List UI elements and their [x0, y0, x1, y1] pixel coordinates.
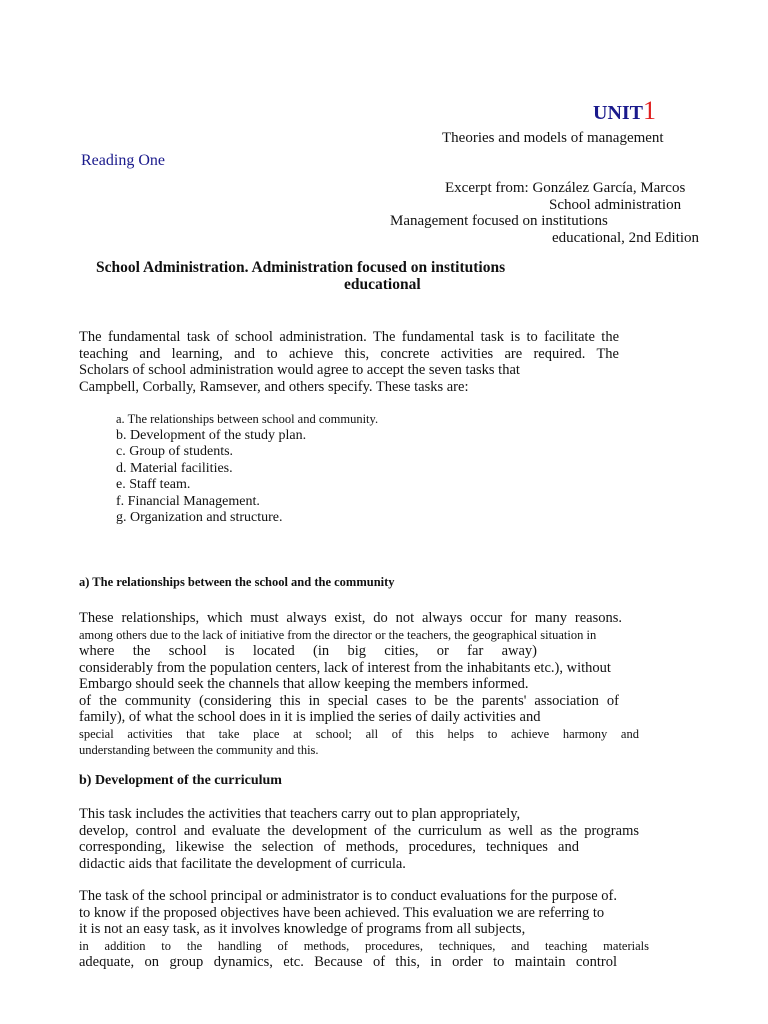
task-list: [116, 411, 378, 527]
text-line: family), of what the school does in it is implied the series of daily activities and: [79, 709, 541, 725]
text-line: among others due to the lack of initiative from the director or the teachers, the geographical situation in: [79, 627, 597, 642]
text-line: of the community (considering this in special cases to be the parents' association of: [79, 692, 619, 709]
list-item: d. Material facilities.: [116, 460, 233, 476]
unit-heading: [593, 96, 656, 126]
text-line: This task includes the activities that teachers carry out to plan appropriately,: [79, 806, 521, 822]
list-item: a. The relationships between school and community.: [116, 412, 379, 426]
text-line: considerably from the population centers, lack of interest from the inhabitants etc.), without: [79, 659, 611, 676]
text-line: The fundamental task of school administration. The fundamental task is to facilitate the: [79, 329, 619, 345]
text-line: Scholars of school administration would agree to accept the seven tasks that: [79, 362, 520, 378]
document-title: School Administration. Administration focused on institutions: [96, 259, 506, 276]
text-line: adequate, on group dynamics, etc. Because of this, in order to maintain control: [79, 954, 617, 970]
text-line: Embargo should seek the channels that allow keeping the members informed.: [79, 676, 529, 692]
list-item: e. Staff team.: [116, 477, 191, 492]
excerpt-line: School administration: [549, 197, 682, 213]
list-item: b. Development of the study plan.: [116, 427, 307, 443]
list-item: c. Group of students.: [116, 444, 234, 459]
unit-word: UNIT: [593, 102, 644, 124]
unit-number: 1: [643, 96, 657, 125]
reading-label: Reading One: [81, 152, 165, 169]
text-line: where the school is located (in big cities, or far away): [79, 643, 537, 659]
document-title-cont: educational: [344, 276, 421, 293]
excerpt-line: Excerpt from: González García, Marcos: [445, 180, 686, 196]
excerpt-line: educational, 2nd Edition: [552, 230, 700, 246]
list-item: g. Organization and structure.: [116, 510, 283, 525]
list-item: f. Financial Management.: [116, 493, 260, 509]
text-line: These relationships, which must always exist, do not always occur for many reasons.: [79, 610, 622, 626]
section-b-heading: b) Development of the curriculum: [79, 773, 282, 788]
text-line: to know if the proposed objectives have been achieved. This evaluation we are referring to: [79, 904, 605, 921]
text-line: develop, control and evaluate the development of the curriculum as well as the programs: [79, 822, 639, 839]
section-a-heading: a) The relationships between the school and the community: [79, 575, 395, 589]
text-line: it is not an easy task, as it involves knowledge of programs from all subjects,: [79, 921, 526, 937]
unit-subtitle: Theories and models of management: [442, 130, 664, 146]
text-line: Campbell, Corbally, Ramsever, and others specify. These tasks are:: [79, 378, 469, 395]
text-line: corresponding, likewise the selection of methods, procedures, techniques and: [79, 839, 579, 855]
text-line: special activities that take place at school; all of this helps to achieve harmony and: [79, 726, 639, 741]
excerpt-line: Management focused on institutions: [390, 213, 608, 229]
text-line: understanding between the community and this.: [79, 743, 319, 757]
section-a-paragraph: [79, 610, 642, 759]
section-b-paragraph-2: [79, 888, 649, 971]
text-line: The task of the school principal or administrator is to conduct evaluations for the purpose of.: [79, 888, 617, 904]
text-line: in addition to the handling of methods, procedures, techniques, and teaching materials: [79, 938, 649, 953]
text-line: teaching and learning, and to achieve this, concrete activities are required. The: [79, 345, 619, 362]
text-line: didactic aids that facilitate the development of curricula.: [79, 855, 406, 872]
section-b-paragraph-1: [79, 806, 639, 872]
intro-paragraph: [79, 329, 619, 395]
